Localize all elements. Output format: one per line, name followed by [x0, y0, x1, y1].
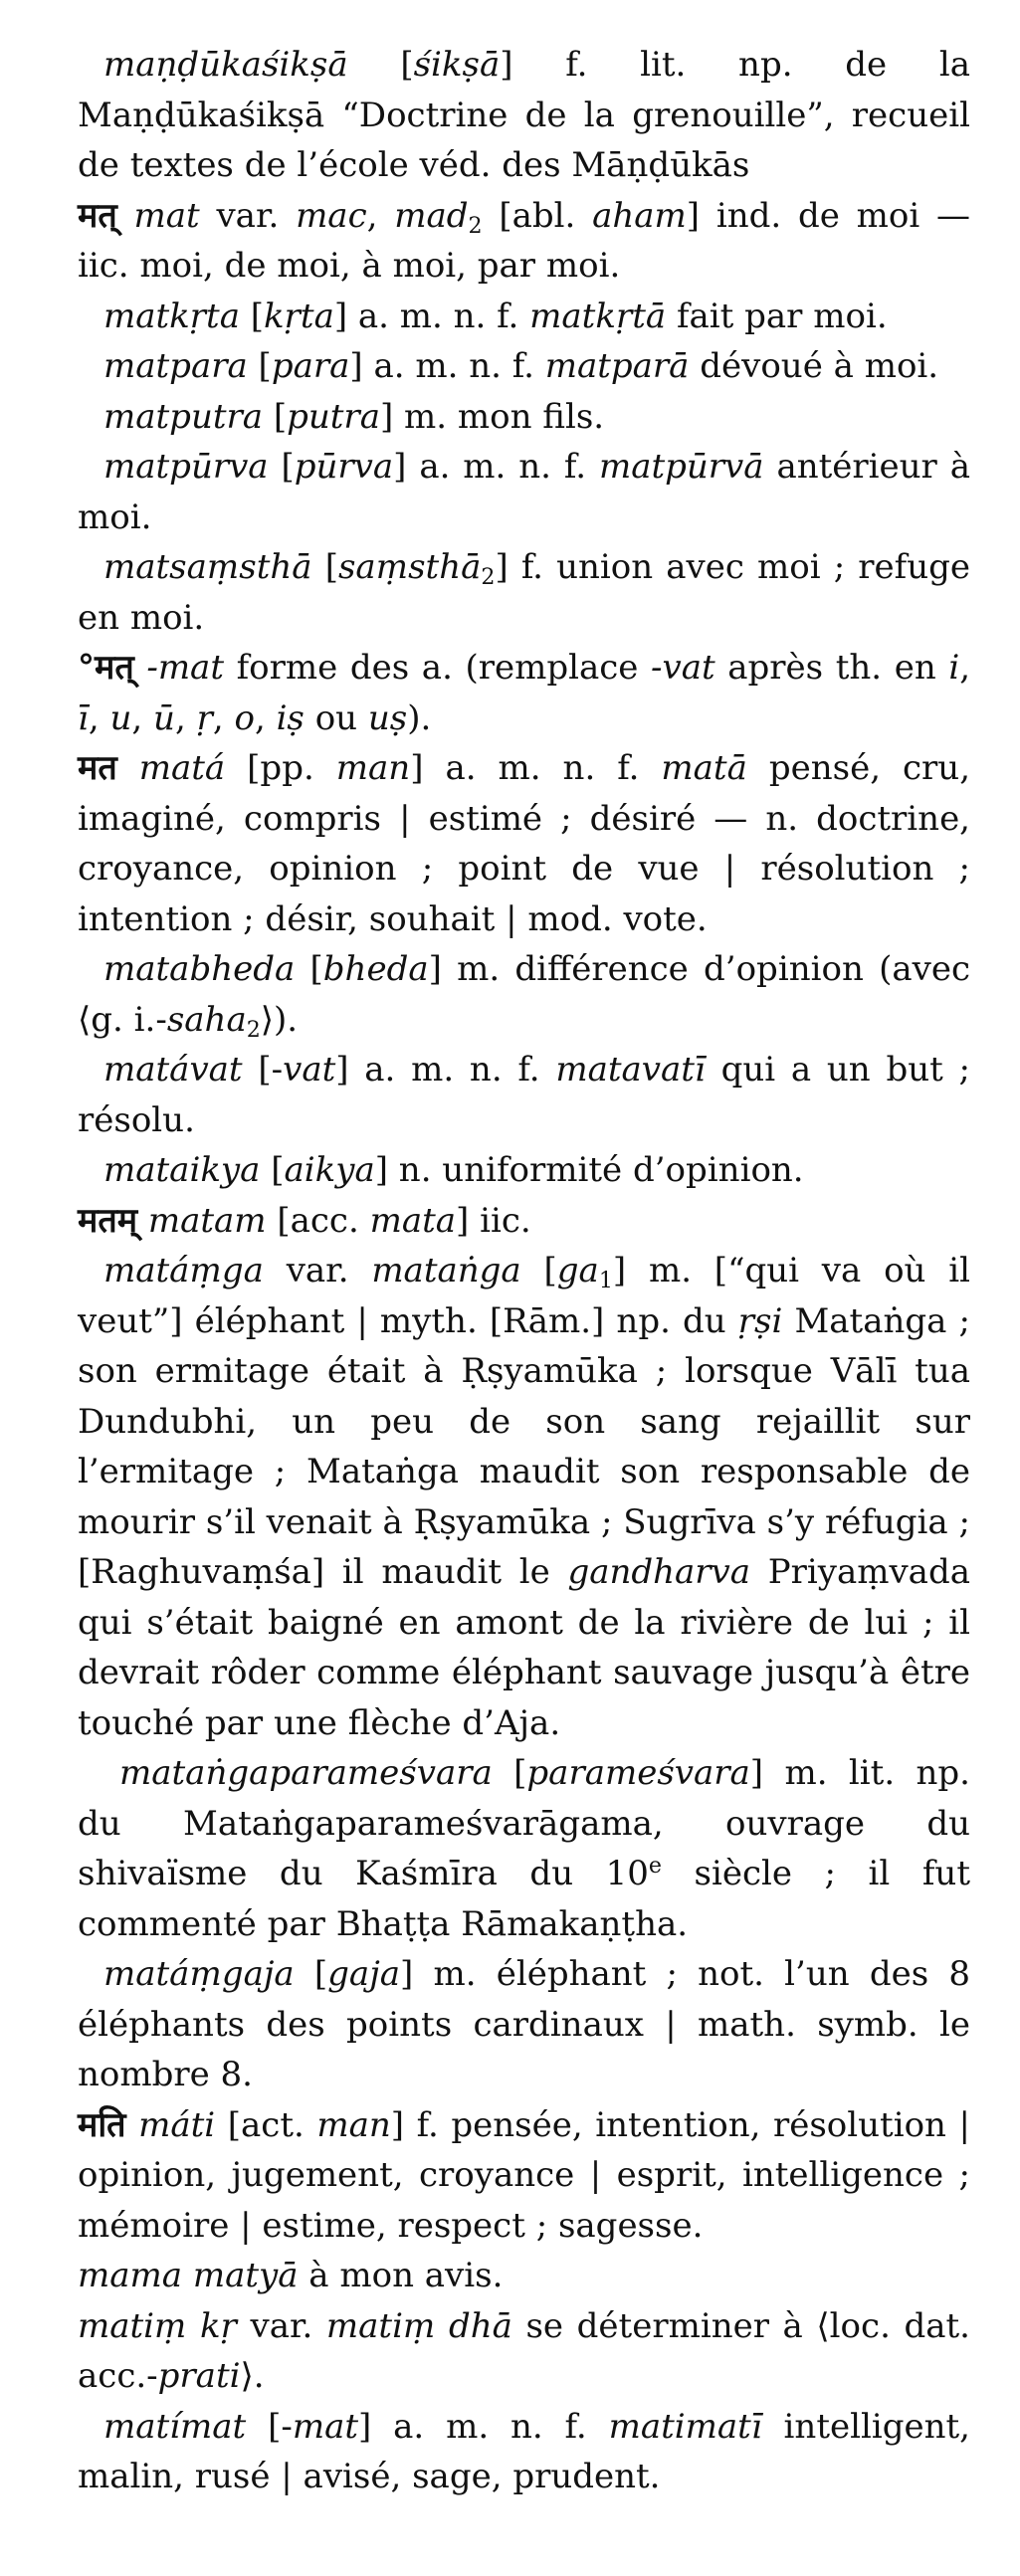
italic-term: matiṃ dhā	[325, 2305, 512, 2346]
entry-text: [act.	[215, 2104, 317, 2145]
italic-term: matkṛtā	[529, 296, 667, 336]
italic-term: -vat	[651, 648, 715, 688]
entry-text: ] a. m. n. f.	[333, 296, 530, 336]
italic-term: matpara	[103, 346, 248, 386]
devanagari-headword: मति	[78, 2104, 126, 2145]
italic-term: para	[271, 346, 350, 386]
subscript: 2	[468, 212, 483, 239]
dictionary-entry	[78, 2251, 970, 2301]
entry-text: ] m. lit. np. du Mataṅgaparameśvarāgama, ouvrage du shivaïsme du Kaśmīra du 10	[78, 1753, 970, 1893]
dictionary-subentry	[78, 292, 970, 342]
entry-text: [	[263, 396, 288, 437]
italic-term: parameśvara	[526, 1753, 750, 1793]
entry-text: antérieur à moi.	[78, 447, 970, 537]
italic-term: mad	[394, 195, 469, 236]
entry-text: ,	[131, 697, 154, 738]
entry-text: ] f. lit. np. de la Maṇḍūkaśikṣā “Doctrine de la grenouille”, recueil de textes de l’école véd. des Māṇḍūkās	[78, 45, 970, 185]
italic-term: matpūrva	[103, 447, 269, 487]
italic-term: -mat	[146, 648, 224, 688]
entry-text: [	[347, 45, 414, 85]
italic-term: pūrva	[294, 447, 394, 487]
entry-text: [	[294, 1954, 328, 1994]
entry-text: ] a. m. n. f.	[349, 346, 545, 386]
entry-text: ] m. [“qui va où il veut”] éléphant | myth. [Rām.] np. du	[78, 1251, 970, 1341]
entry-text: [	[260, 1150, 285, 1190]
italic-term: matam	[147, 1200, 267, 1241]
dictionary-subentry	[78, 392, 970, 443]
dictionary-entry	[78, 2301, 970, 2402]
italic-term: man	[316, 2104, 391, 2145]
entry-text	[126, 2105, 139, 2145]
devanagari-headword: मत	[78, 748, 117, 788]
entry-text: [	[295, 949, 323, 989]
dictionary-subentry	[78, 542, 970, 643]
entry-text: ,	[366, 195, 395, 236]
italic-term: i	[948, 648, 960, 688]
entry-text: ⟩).	[260, 999, 299, 1040]
dictionary-entry	[78, 643, 970, 743]
entry-text: [pp.	[225, 748, 336, 788]
entry-text: [	[520, 1251, 557, 1290]
italic-term: matimatī	[608, 2406, 762, 2447]
italic-term: mac	[296, 195, 367, 236]
dictionary-subentry	[78, 442, 970, 542]
entry-text: ,	[959, 648, 970, 688]
entry-text: [	[492, 1753, 527, 1793]
entry-text: ).	[407, 697, 432, 738]
italic-term: mataikya	[103, 1150, 261, 1190]
entry-text: [	[311, 547, 338, 587]
italic-term: o	[234, 697, 255, 738]
italic-term: matáṃga	[103, 1251, 264, 1290]
dictionary-subentry	[78, 1045, 970, 1145]
italic-term: mat	[133, 195, 200, 236]
entry-text: [	[247, 346, 272, 386]
italic-term: saṃsthā	[337, 547, 482, 587]
entry-text: ] m. différence d’opinion (avec ⟨g. i.-	[78, 949, 970, 1040]
entry-text	[137, 1201, 148, 1241]
entry-text: dévoué à moi.	[689, 346, 939, 386]
entry-text: fait par moi.	[666, 296, 888, 336]
dictionary-subentry	[78, 40, 970, 191]
entry-text: Mataṅga ; son ermitage était à Ṛṣyamūka ; lorsque Vālī tua Dundubhi, un peu de son sang rejaillit sur l’ermitage ; Mataṅga maudit son responsable de mourir s’il venait à Ṛṣyamūka ; Sugrīva s’y réfugia ; [Raghuvaṃśa] il maudit le	[78, 1300, 970, 1592]
entry-text: [	[239, 296, 265, 336]
italic-term: maṇḍūkaśikṣā	[103, 45, 348, 85]
italic-term: man	[335, 748, 411, 788]
italic-term: matavatī	[555, 1050, 706, 1090]
entry-text: ] a. m. n. f.	[358, 2406, 609, 2447]
entry-text: Priyaṃvada qui s’était baigné en amont de la rivière de lui ; il devrait rôder comme éléphant sauvage jusqu’à être touché par une flèche d’Aja.	[78, 1552, 970, 1743]
italic-term: aham	[592, 195, 687, 236]
italic-term: u	[109, 697, 132, 738]
italic-term: matpūrvā	[598, 447, 764, 487]
entry-text: var.	[236, 2305, 326, 2346]
entry-text: qui a un but ; résolu.	[78, 1050, 970, 1140]
entry-text: ,	[254, 697, 277, 738]
entry-text: ou	[304, 697, 368, 738]
italic-term: matímat	[103, 2406, 247, 2447]
italic-term: mama matyā	[78, 2256, 299, 2295]
subscript: 1	[598, 1268, 613, 1293]
entry-text: ⟩.	[240, 2356, 265, 2396]
italic-term: matá	[138, 748, 226, 788]
italic-term: kṛta	[264, 296, 334, 336]
dictionary-entry	[78, 191, 970, 292]
entry-text: à mon avis.	[298, 2256, 504, 2295]
italic-term: matputra	[103, 396, 264, 437]
entry-text: ,	[88, 697, 110, 738]
superscript: e	[648, 1853, 662, 1879]
entry-text: [-	[242, 1050, 284, 1090]
entry-text: ] a. m. n. f.	[335, 1050, 556, 1090]
italic-term: bheda	[322, 949, 429, 989]
italic-term: uṣ	[367, 697, 408, 738]
italic-term: saha	[166, 999, 247, 1040]
entry-text: ] a. m. n. f.	[410, 748, 662, 788]
subscript: 2	[481, 564, 496, 590]
italic-term: iṣ	[276, 697, 305, 738]
entry-text: ] n. uniformité d’opinion.	[374, 1150, 804, 1190]
entry-text: ] f. pensée, intention, résolution | opinion, jugement, croyance | esprit, intelligence ; mémoire | estime, respect ; sagesse.	[78, 2104, 970, 2246]
dictionary-subentry	[78, 944, 970, 1045]
italic-term: śikṣā	[413, 45, 501, 85]
entry-text: var.	[263, 1251, 372, 1290]
dictionary-subentry	[78, 1748, 970, 1949]
devanagari-headword: मत्	[78, 195, 117, 236]
dictionary-entry	[78, 1196, 970, 1247]
entry-text: [acc.	[266, 1200, 370, 1241]
devanagari-headword: °मत्	[78, 648, 134, 688]
entry-text	[117, 748, 139, 788]
entry-text: ] f. union avec moi ; refuge en moi.	[78, 547, 971, 638]
entry-text: [abl.	[482, 195, 593, 236]
dictionary-entry	[78, 743, 970, 944]
italic-term: ū	[153, 697, 175, 738]
italic-term: ga	[556, 1251, 599, 1290]
entry-text: pensé, cru, imaginé, compris | estimé ; désiré — n. doctrine, croyance, opinion ; point de vue | résolution ; intention ; désir, souhait | mod. vote.	[78, 748, 971, 939]
dictionary-entry	[78, 2100, 970, 2252]
entry-text: ] a. m. n. f.	[393, 447, 599, 487]
entry-text: ] ind. de moi — iic. moi, de moi, à moi, par moi.	[78, 195, 970, 286]
italic-term: matávat	[103, 1050, 243, 1090]
italic-term: mataṅgaparameśvara	[119, 1753, 493, 1793]
italic-term: máti	[138, 2104, 216, 2145]
italic-term: ī	[78, 697, 89, 738]
entry-text: après th. en	[714, 648, 949, 688]
italic-term: matabheda	[103, 949, 296, 989]
italic-term: mat	[292, 2406, 359, 2447]
italic-term: prati	[157, 2356, 241, 2396]
dictionary-subentry	[78, 341, 970, 392]
italic-term: mataṅga	[371, 1251, 521, 1290]
entry-text: intelligent, malin, rusé | avisé, sage, prudent.	[78, 2406, 970, 2496]
entry-text: siècle ; il fut commenté par Bhaṭṭa Rāmakaṇṭha.	[78, 1854, 970, 1944]
italic-term: vat	[283, 1050, 336, 1090]
italic-term: matparā	[544, 346, 690, 386]
italic-term: matáṃgaja	[103, 1954, 295, 1994]
italic-term: matā	[661, 748, 747, 788]
italic-term: putra	[287, 396, 380, 437]
entry-text: ,	[174, 697, 197, 738]
entry-text: ] iic.	[456, 1200, 531, 1241]
dictionary-subentry	[78, 1145, 970, 1196]
entry-text: ] m. mon fils.	[379, 396, 605, 437]
entry-text: se déterminer à ⟨loc. dat. acc.-	[78, 2305, 970, 2396]
italic-term: gaja	[327, 1954, 401, 1994]
subscript: 2	[246, 1016, 261, 1043]
dictionary-subentry	[78, 1246, 970, 1748]
italic-term: matiṃ kṛ	[78, 2305, 237, 2346]
italic-term: aikya	[284, 1150, 375, 1190]
entry-text	[134, 648, 147, 688]
italic-term: matkṛta	[103, 296, 240, 336]
entry-text: forme des a. (remplace	[224, 648, 652, 688]
italic-term: ṛṣi	[737, 1300, 783, 1341]
dictionary-subentry	[78, 1949, 970, 2100]
devanagari-headword: मतम्	[78, 1200, 138, 1241]
italic-term: gandharva	[567, 1552, 751, 1592]
entry-text: ,	[212, 697, 235, 738]
entry-text: var.	[199, 195, 297, 236]
italic-term: matsaṃsthā	[103, 547, 312, 587]
entry-text: [-	[246, 2406, 293, 2447]
entry-text: [	[268, 447, 295, 487]
entry-text: ] m. éléphant ; not. l’un des 8 éléphants des points cardinaux | math. symb. le nombre 8.	[78, 1954, 970, 2094]
italic-term: mata	[369, 1200, 457, 1241]
entry-text	[117, 196, 134, 236]
italic-term: ṛ	[196, 697, 213, 738]
dictionary-subentry	[78, 2402, 970, 2502]
